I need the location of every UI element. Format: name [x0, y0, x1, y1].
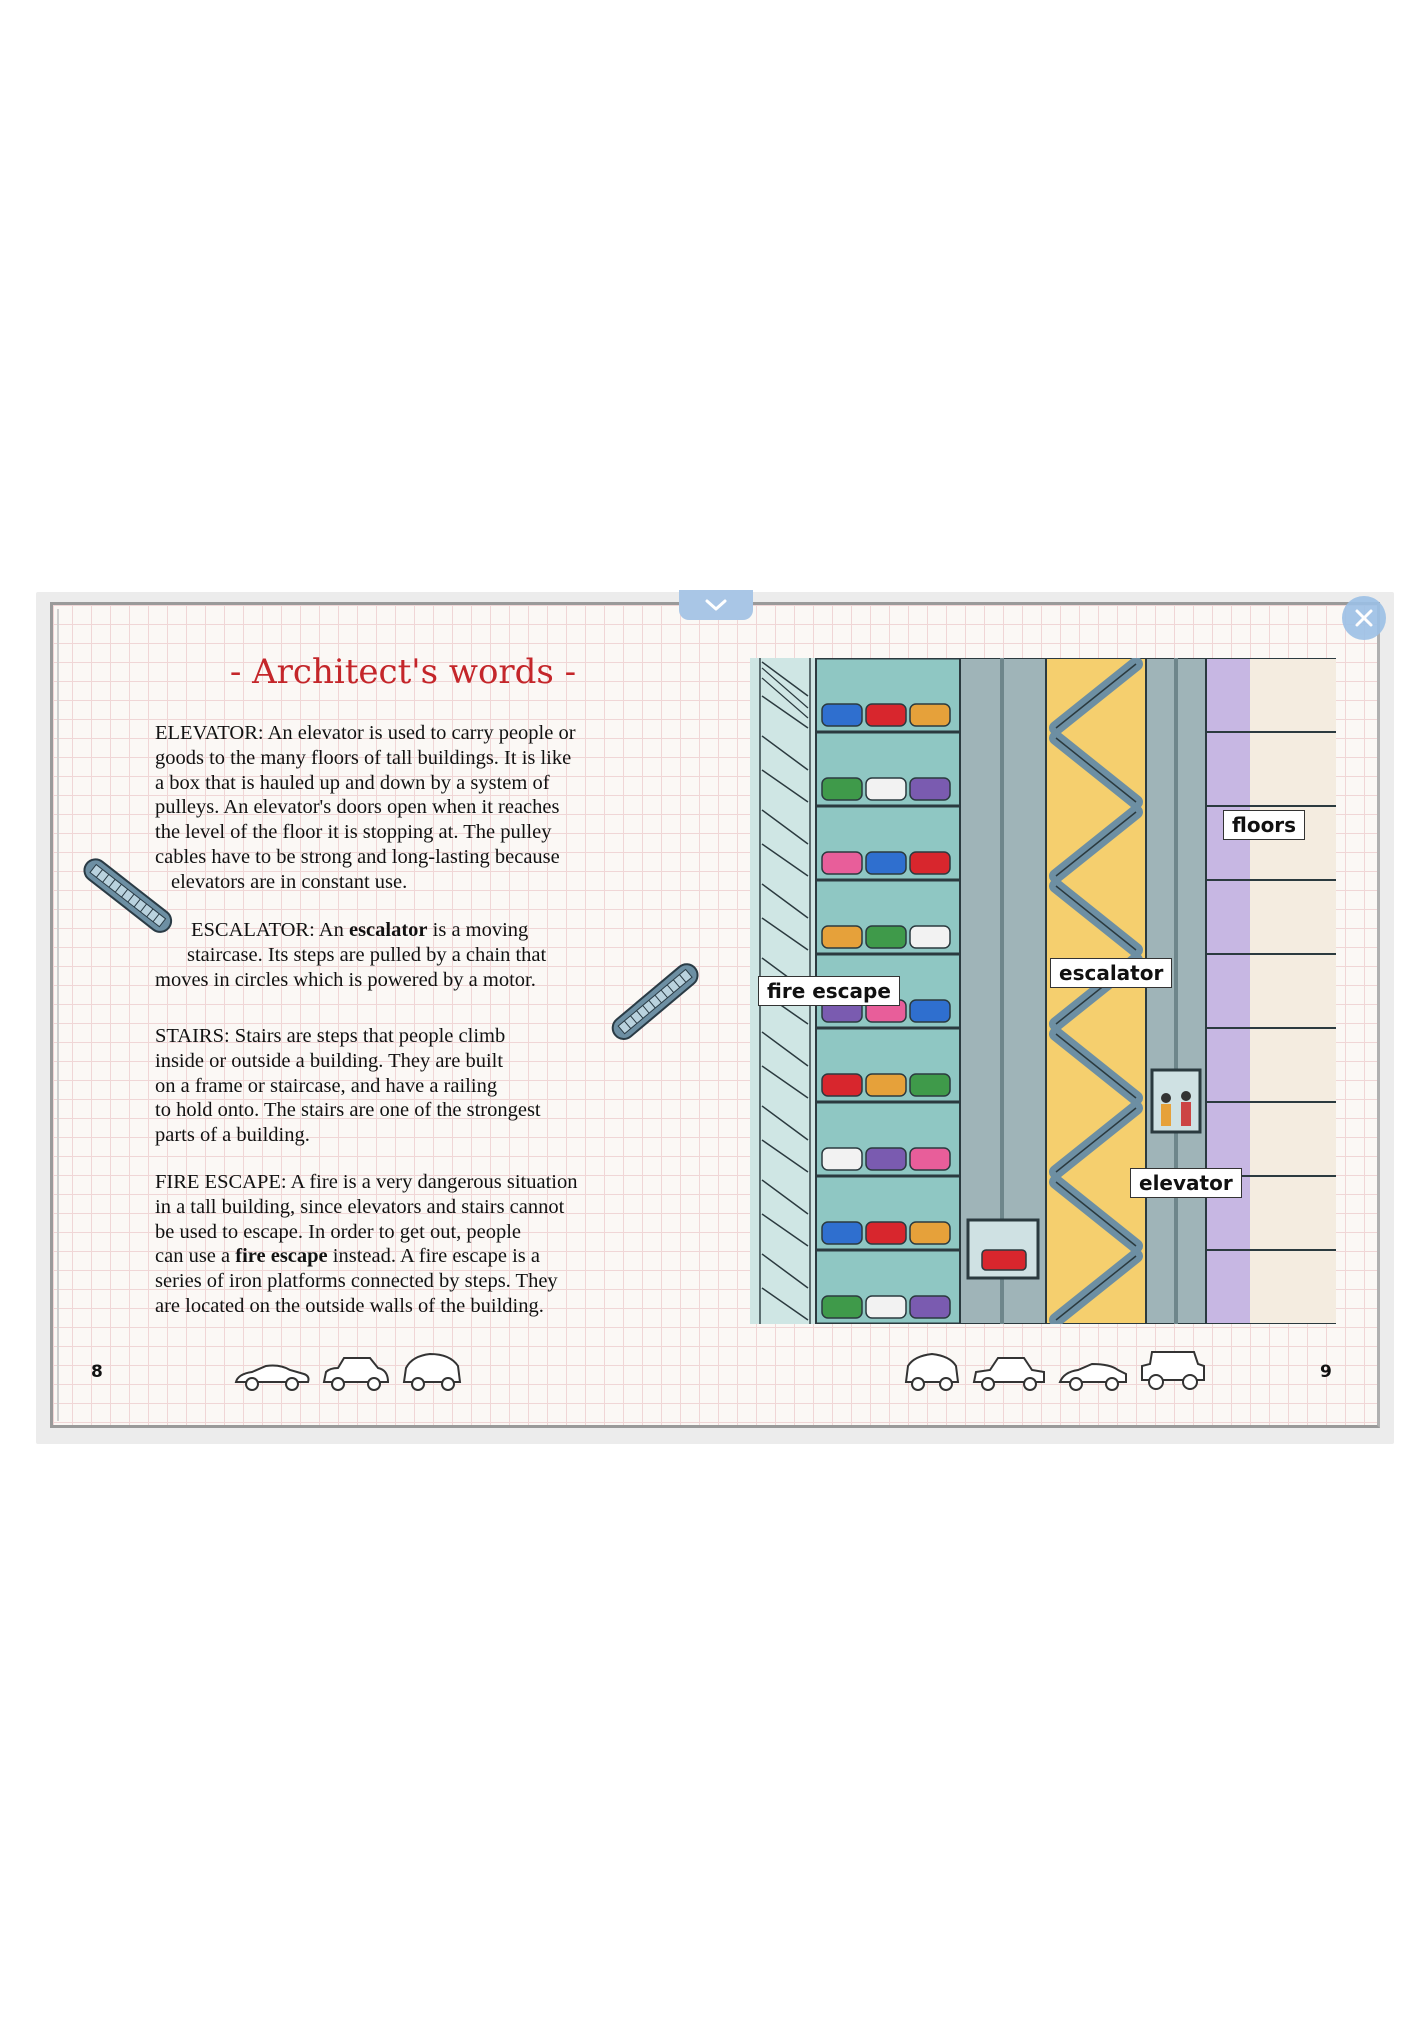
car-icon [320, 1352, 392, 1392]
car-icon [232, 1358, 312, 1392]
car-decoration-row [232, 1350, 464, 1392]
fire-escape-paragraph: FIRE ESCAPE: A fire is a very dangerous situation in a tall building, since elevators and stairs cannot be used to escape. In order to get out, people can use a fire escape instead. A fire escape is a series of iron platforms connected by steps. They are located on the outside walls of the building. [155, 1171, 578, 1317]
close-icon [1353, 607, 1375, 629]
car-icon [1138, 1346, 1208, 1392]
car-icon [970, 1352, 1048, 1392]
page-number-left: 8 [91, 1362, 103, 1382]
elevator-paragraph: ELEVATOR: An elevator is used to carry people or goods to the many floors of tall buildings. It is like a box that is hauled up and down by a system of pulleys. An elevator's doors open when it reaches the level of the floor it is stopping at. The pulley cables have to be strong and long-lasting because elevators are in constant use. [155, 722, 576, 893]
fire-escape-callout: fire escape [758, 976, 900, 1006]
floors-callout: floors [1223, 810, 1305, 840]
car-icon [400, 1350, 464, 1392]
escalator-callout: escalator [1050, 958, 1172, 988]
page-title: - Architect's words - [229, 652, 577, 692]
car-icon [1056, 1356, 1130, 1392]
close-button[interactable] [1342, 596, 1386, 640]
page-number-right: 9 [1320, 1362, 1332, 1382]
elevator-callout: elevator [1130, 1168, 1242, 1198]
escalator-paragraph: ESCALATOR: An escalator is a moving staircase. Its steps are pulled by a chain that moves in circles which is powered by a motor. [155, 919, 547, 991]
stairs-paragraph: STAIRS: Stairs are steps that people climb inside or outside a building. They are built on a frame or staircase, and have a railing to hold onto. The stairs are one of the strongest parts of a building. [155, 1025, 541, 1147]
car-decoration-row [902, 1346, 1208, 1392]
building-illustration [750, 658, 1336, 1324]
chevron-down-icon [703, 597, 729, 613]
car-icon [902, 1348, 962, 1392]
toggle-toolbar-button[interactable] [679, 590, 753, 620]
